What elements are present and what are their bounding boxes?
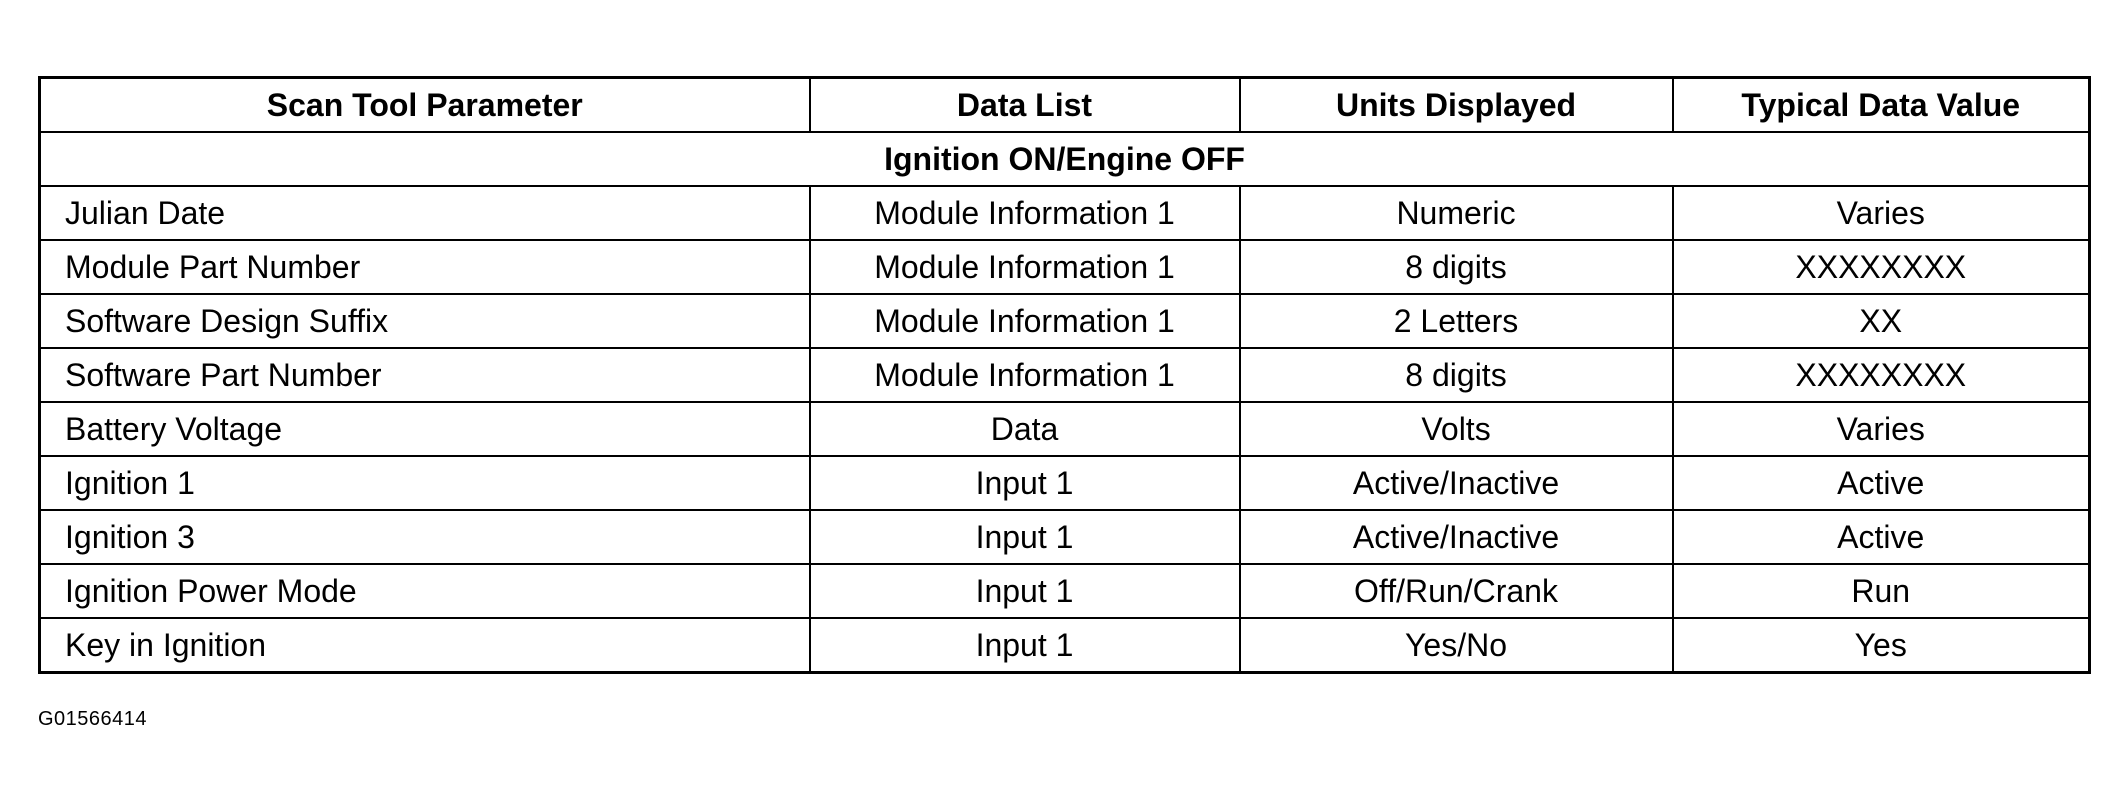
cell-units: Active/Inactive (1240, 510, 1673, 564)
cell-parameter: Ignition 1 (40, 456, 810, 510)
table-row (40, 510, 2090, 564)
section-row (40, 132, 2090, 186)
cell-data-list: Input 1 (810, 618, 1240, 673)
cell-data-list: Module Information 1 (810, 186, 1240, 240)
cell-typical-value: XX (1673, 294, 2090, 348)
header-typical-data-value: Typical Data Value (1673, 78, 2090, 133)
cell-data-list: Data (810, 402, 1240, 456)
cell-data-list: Input 1 (810, 510, 1240, 564)
cell-units: 2 Letters (1240, 294, 1673, 348)
cell-data-list: Input 1 (810, 456, 1240, 510)
cell-typical-value: Varies (1673, 402, 2090, 456)
cell-units: Active/Inactive (1240, 456, 1673, 510)
scan-tool-data-table (38, 76, 2091, 674)
cell-parameter: Battery Voltage (40, 402, 810, 456)
cell-typical-value: Yes (1673, 618, 2090, 673)
cell-units: Numeric (1240, 186, 1673, 240)
table-header-row (40, 78, 2090, 133)
cell-units: 8 digits (1240, 348, 1673, 402)
cell-parameter: Julian Date (40, 186, 810, 240)
scan-tool-data-table-container (38, 76, 2088, 674)
table-row (40, 456, 2090, 510)
table-row (40, 618, 2090, 673)
cell-data-list: Module Information 1 (810, 240, 1240, 294)
cell-typical-value: Varies (1673, 186, 2090, 240)
cell-typical-value: XXXXXXXX (1673, 240, 2090, 294)
figure-id: G01566414 (38, 708, 148, 730)
cell-parameter: Software Design Suffix (40, 294, 810, 348)
cell-units: Off/Run/Crank (1240, 564, 1673, 618)
header-scan-tool-parameter: Scan Tool Parameter (40, 78, 810, 133)
cell-typical-value: Active (1673, 510, 2090, 564)
cell-parameter: Software Part Number (40, 348, 810, 402)
cell-data-list: Module Information 1 (810, 294, 1240, 348)
cell-typical-value: Active (1673, 456, 2090, 510)
cell-typical-value: XXXXXXXX (1673, 348, 2090, 402)
table-row (40, 402, 2090, 456)
header-units-displayed: Units Displayed (1240, 78, 1673, 133)
cell-typical-value: Run (1673, 564, 2090, 618)
table-row (40, 564, 2090, 618)
cell-parameter: Ignition Power Mode (40, 564, 810, 618)
cell-parameter: Ignition 3 (40, 510, 810, 564)
cell-units: Volts (1240, 402, 1673, 456)
table-row (40, 294, 2090, 348)
cell-parameter: Key in Ignition (40, 618, 810, 673)
header-data-list: Data List (810, 78, 1240, 133)
cell-data-list: Input 1 (810, 564, 1240, 618)
cell-units: 8 digits (1240, 240, 1673, 294)
table-row (40, 348, 2090, 402)
cell-parameter: Module Part Number (40, 240, 810, 294)
table-row (40, 240, 2090, 294)
cell-data-list: Module Information 1 (810, 348, 1240, 402)
cell-units: Yes/No (1240, 618, 1673, 673)
table-row (40, 186, 2090, 240)
section-title: Ignition ON/Engine OFF (40, 132, 2090, 186)
